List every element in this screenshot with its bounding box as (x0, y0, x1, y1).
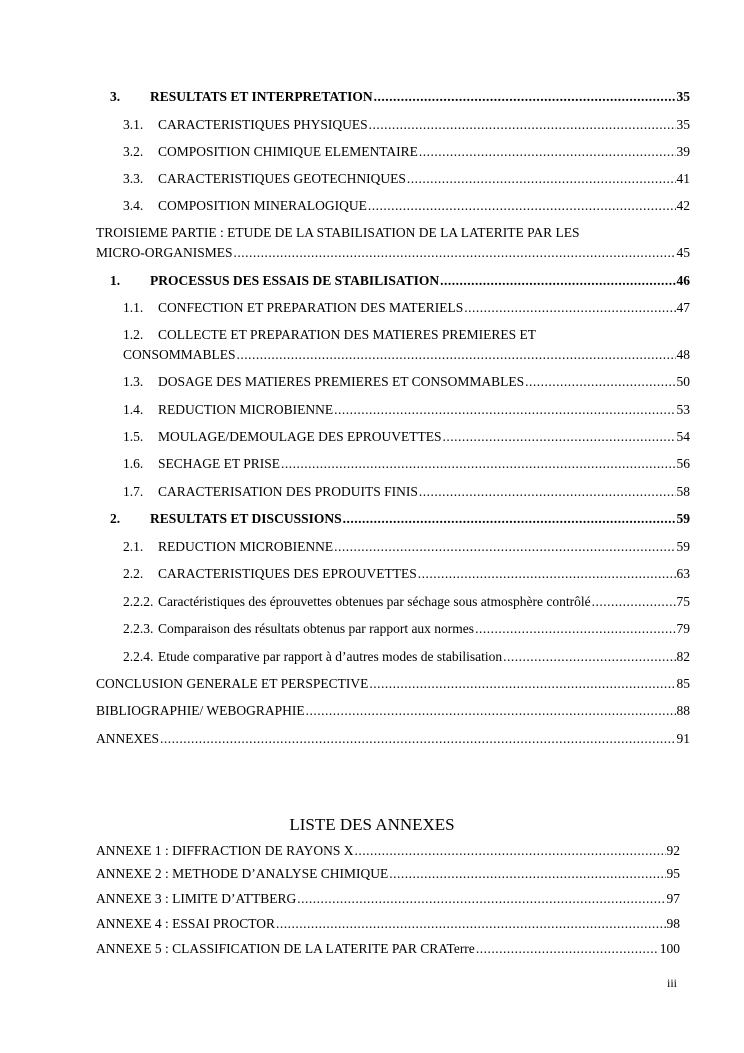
toc-leader-dots (419, 144, 676, 160)
toc-entry-page: 91 (676, 731, 690, 746)
toc-entry[interactable] (123, 621, 690, 637)
toc-entry-number: 3.1. (123, 117, 144, 132)
toc-entry-title-line: COLLECTE ET PREPARATION DES MATIERES PREMIERES ET (158, 327, 537, 342)
toc-entry-page: 46 (676, 273, 690, 288)
toc-entry-title: CARACTERISTIQUES DES EPROUVETTES (158, 566, 417, 581)
toc-leader-dots (418, 566, 676, 582)
toc-entry-number: 1.4. (123, 402, 144, 417)
toc-entry[interactable] (110, 89, 690, 105)
toc-entry-title: BIBLIOGRAPHIE/ WEBOGRAPHIE (96, 703, 305, 718)
toc-leader-dots (334, 402, 675, 418)
toc-entry-title: CONCLUSION GENERALE ET PERSPECTIVE (96, 676, 369, 691)
toc-entry[interactable] (123, 566, 690, 582)
toc-entry-page: 53 (676, 402, 690, 417)
toc-entry-page: 47 (676, 300, 690, 315)
toc-leader-dots (369, 676, 675, 692)
toc-entry-title: MICRO-ORGANISMES (96, 245, 233, 260)
toc-entry-page: 39 (676, 144, 690, 159)
toc-entry-page: 45 (676, 245, 690, 260)
toc-entry[interactable] (96, 731, 690, 747)
toc-part-title-line[interactable]: TROISIEME PARTIE : ETUDE DE LA STABILISATION DE LA LATERITE PAR LES (96, 225, 580, 240)
toc-leader-dots (368, 198, 676, 214)
annex-entry[interactable] (96, 843, 680, 859)
toc-entry-page: 35 (676, 89, 690, 104)
toc-entry-page: 85 (676, 676, 690, 691)
annex-entry-title: ANNEXE 3 : LIMITE D’ATTBERG (96, 891, 297, 906)
annex-leader-dots (355, 843, 666, 859)
toc-entry[interactable] (123, 144, 690, 160)
toc-entry-title: COMPOSITION MINERALOGIQUE (158, 198, 367, 213)
toc-entry-title: SECHAGE ET PRISE (158, 456, 281, 471)
toc-entry[interactable] (123, 649, 690, 665)
toc-leader-dots (464, 300, 675, 316)
toc-entry-page: 58 (676, 484, 690, 499)
annex-entry[interactable] (96, 891, 680, 907)
toc-entry[interactable] (96, 676, 690, 692)
toc-entry[interactable] (110, 511, 690, 527)
toc-entry[interactable] (123, 300, 690, 316)
toc-entry-title: CARACTERISTIQUES GEOTECHNIQUES (158, 171, 406, 186)
toc-entry-number: 3.4. (123, 198, 144, 213)
toc-entry-title: CONFECTION ET PREPARATION DES MATERIELS (158, 300, 464, 315)
toc-leader-dots (343, 511, 676, 527)
toc-entry-number: 1.2. (123, 327, 144, 342)
annex-entry-page: 97 (666, 891, 680, 906)
toc-entry-title: REDUCTION MICROBIENNE (158, 402, 334, 417)
toc-entry[interactable] (110, 273, 690, 289)
toc-entry-title: Comparaison des résultats obtenus par rapport aux normes (158, 621, 475, 636)
annex-leader-dots (476, 941, 659, 957)
toc-entry-title: DOSAGE DES MATIERES PREMIERES ET CONSOMMABLES (158, 374, 525, 389)
toc-entry-number: 1. (110, 273, 121, 288)
toc-leader-dots (369, 117, 676, 133)
annexes-heading: LISTE DES ANNEXES (289, 815, 455, 834)
toc-entry[interactable] (123, 402, 690, 418)
annex-leader-dots (297, 891, 665, 907)
annex-leader-dots (276, 916, 665, 932)
toc-entry-number: 3.3. (123, 171, 144, 186)
annex-entry-title: ANNEXE 1 : DIFFRACTION DE RAYONS X (96, 843, 354, 858)
toc-leader-dots (443, 429, 676, 445)
toc-entry[interactable] (123, 198, 690, 214)
toc-entry-number: 2.1. (123, 539, 144, 554)
toc-entry-line[interactable] (123, 327, 536, 343)
toc-entry[interactable] (123, 484, 690, 500)
toc-entry-page: 79 (676, 621, 690, 636)
toc-entry-page: 63 (676, 566, 690, 581)
toc-leader-dots (334, 539, 675, 555)
toc-entry[interactable] (123, 594, 690, 610)
toc-leader-dots (419, 484, 676, 500)
toc-entry-number: 3.2. (123, 144, 144, 159)
toc-entry-number: 2. (110, 511, 121, 526)
toc-entry-number: 1.5. (123, 429, 144, 444)
toc-leader-dots (237, 347, 676, 363)
toc-entry[interactable] (96, 703, 690, 719)
annex-entry-page: 95 (666, 866, 680, 881)
toc-entry-page: 48 (676, 347, 690, 362)
toc-leader-dots (306, 703, 676, 719)
toc-entry-title: CONSOMMABLES (123, 347, 236, 362)
toc-entry-page: 56 (676, 456, 690, 471)
toc-leader-dots (160, 731, 676, 747)
toc-entry[interactable] (123, 539, 690, 555)
toc-entry-page: 59 (676, 539, 690, 554)
toc-entry-title: REDUCTION MICROBIENNE (158, 539, 334, 554)
toc-entry-title: COMPOSITION CHIMIQUE ELEMENTAIRE (158, 144, 418, 159)
toc-entry-number: 1.6. (123, 456, 144, 471)
toc-entry[interactable] (96, 245, 690, 261)
toc-leader-dots (475, 621, 675, 637)
toc-entry-number: 2.2.3. (123, 621, 154, 636)
toc-leader-dots (374, 89, 676, 105)
toc-entry-number: 3. (110, 89, 121, 104)
annex-entry-title: ANNEXE 2 : METHODE D’ANALYSE CHIMIQUE (96, 866, 389, 881)
toc-leader-dots (281, 456, 675, 472)
toc-leader-dots (407, 171, 676, 187)
annex-entry[interactable] (96, 941, 680, 957)
toc-leader-dots (440, 273, 675, 289)
toc-entry-page: 41 (676, 171, 690, 186)
toc-entry-number: 2.2.2. (123, 594, 154, 609)
toc-leader-dots (503, 649, 675, 665)
toc-entry-title: CARACTERISTIQUES PHYSIQUES (158, 117, 368, 132)
toc-entry-number: 1.1. (123, 300, 144, 315)
toc-entry-number: 2.2. (123, 566, 144, 581)
annex-entry-page: 92 (666, 843, 680, 858)
toc-entry-number: 1.7. (123, 484, 144, 499)
annex-leader-dots (389, 866, 665, 882)
annex-entry-page: 98 (666, 916, 680, 931)
toc-leader-dots (592, 594, 676, 610)
toc-entry-page: 75 (676, 594, 690, 609)
toc-entry-page: 54 (676, 429, 690, 444)
toc-entry[interactable] (123, 374, 690, 390)
toc-entry-number: 1.3. (123, 374, 144, 389)
toc-entry[interactable] (123, 171, 690, 187)
toc-entry[interactable] (123, 456, 690, 472)
toc-entry-title: RESULTATS ET INTERPRETATION (150, 89, 373, 104)
toc-entry[interactable] (123, 117, 690, 133)
toc-entry-number: 2.2.4. (123, 649, 154, 664)
toc-entry-title: Caractéristiques des éprouvettes obtenues par séchage sous atmosphère contrôlé (158, 594, 591, 609)
toc-entry-title: Etude comparative par rapport à d’autres modes de stabilisation (158, 649, 503, 664)
toc-entry-title: MOULAGE/DEMOULAGE DES EPROUVETTES (158, 429, 442, 444)
toc-entry-page: 59 (676, 511, 690, 526)
toc-entry-page: 35 (676, 117, 690, 132)
annex-entry-page: 100 (659, 941, 680, 956)
toc-entry-page: 42 (676, 198, 690, 213)
annex-entry-title: ANNEXE 5 : CLASSIFICATION DE LA LATERITE PAR CRATerre (96, 941, 475, 956)
toc-entry-title: CARACTERISATION DES PRODUITS FINIS (158, 484, 418, 499)
annex-entry[interactable] (96, 916, 680, 932)
toc-entry[interactable] (123, 429, 690, 445)
toc-entry-title: PROCESSUS DES ESSAIS DE STABILISATION (150, 273, 440, 288)
toc-entry[interactable] (123, 347, 690, 363)
toc-leader-dots (234, 245, 676, 261)
toc-entry-page: 82 (676, 649, 690, 664)
toc-entry-title: ANNEXES (96, 731, 159, 746)
toc-leader-dots (525, 374, 675, 390)
page-number: iii (666, 976, 677, 990)
annex-entry[interactable] (96, 866, 680, 882)
toc-entry-title: RESULTATS ET DISCUSSIONS (150, 511, 342, 526)
annex-entry-title: ANNEXE 4 : ESSAI PROCTOR (96, 916, 276, 931)
toc-entry-page: 50 (676, 374, 690, 389)
toc-entry-page: 88 (676, 703, 690, 718)
